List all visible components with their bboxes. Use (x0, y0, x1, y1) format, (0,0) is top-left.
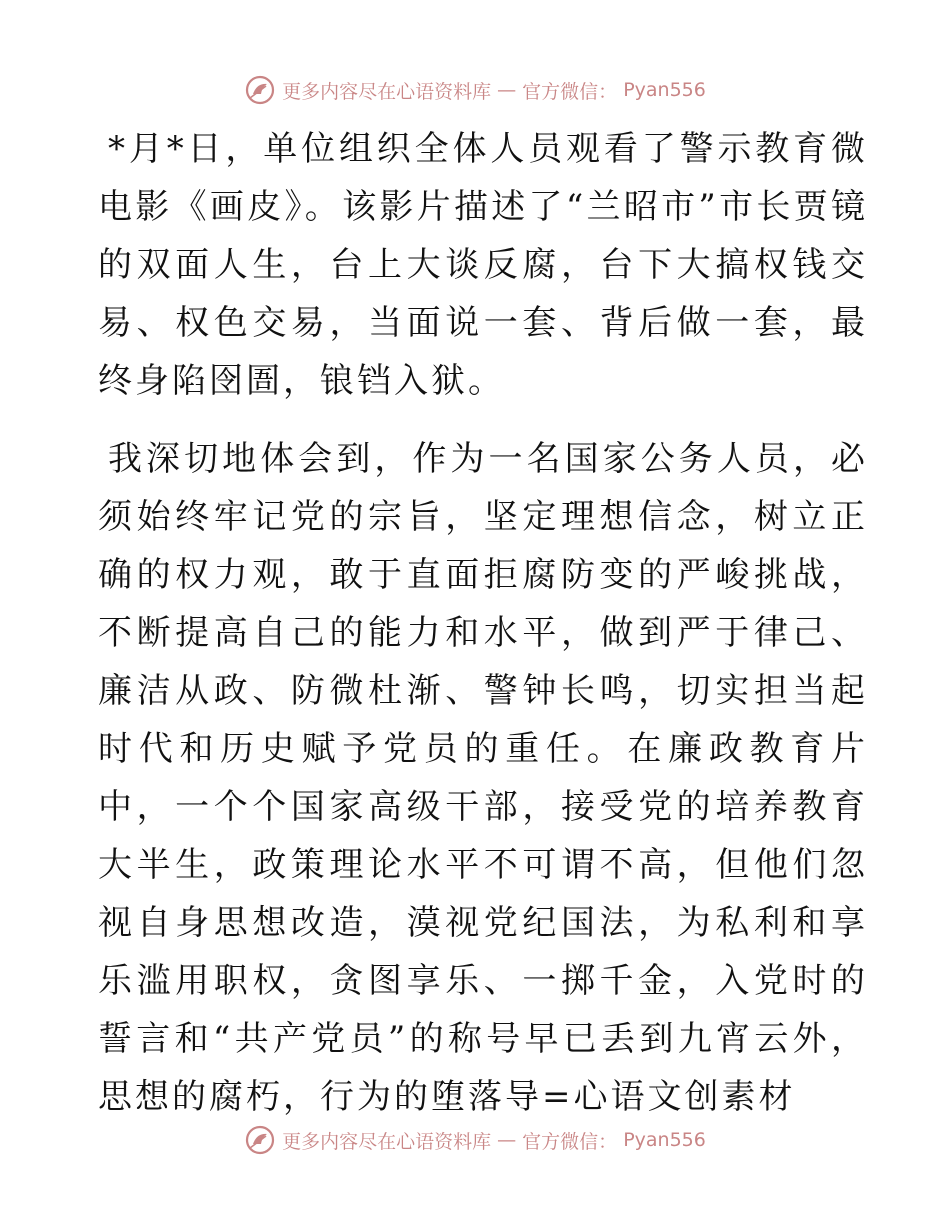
logo-icon (244, 1124, 276, 1156)
logo-icon (244, 74, 276, 106)
document-body (98, 120, 868, 1126)
paragraph-intro: *月*日，单位组织全体人员观看了警示教育微电影《画皮》。该影片描述了“兰昭市”市长贾镜的双面人生，台上大谈反腐，台下大搞权钱交易、权色交易，当面说一套、背后做一套，最终身陷囹圄，锒铛入狱。 (98, 129, 868, 401)
watermark-label: 更多内容尽在心语资料库 (282, 80, 492, 103)
watermark-wechat-id: Pyan556 (623, 1129, 706, 1151)
watermark-wechat-id: Pyan556 (623, 79, 706, 101)
watermark-separator: — (497, 79, 517, 101)
watermark-wechat-label: 官方微信： (522, 80, 618, 103)
watermark-wechat-label: 官方微信： (522, 1130, 618, 1153)
header-watermark (0, 70, 950, 110)
watermark-label: 更多内容尽在心语资料库 (282, 1130, 492, 1153)
paragraph-reflection: 我深切地体会到，作为一名国家公务人员，必须始终牢记党的宗旨，坚定理想信念，树立正确的权力观，敢于直面拒腐防变的严峻挑战，不断提高自己的能力和水平，做到严于律己、廉洁从政、防微杜渐、警钟长鸣，切实担当起时代和历史赋予党员的重任。在廉政教育片中，一个个国家高级干部，接受党的培养教育大半生，政策理论水平不可谓不高，但他们忽视自身思想改造，漠视党纪国法，为私利和享乐滥用职权，贪图享乐、一掷千金，入党时的誓言和“共产党员”的称号早已丢到九宵云外，思想的腐朽，行为的堕落导=心语文创素材 (98, 439, 868, 1117)
watermark-separator: — (497, 1129, 517, 1151)
footer-watermark (0, 1120, 950, 1160)
